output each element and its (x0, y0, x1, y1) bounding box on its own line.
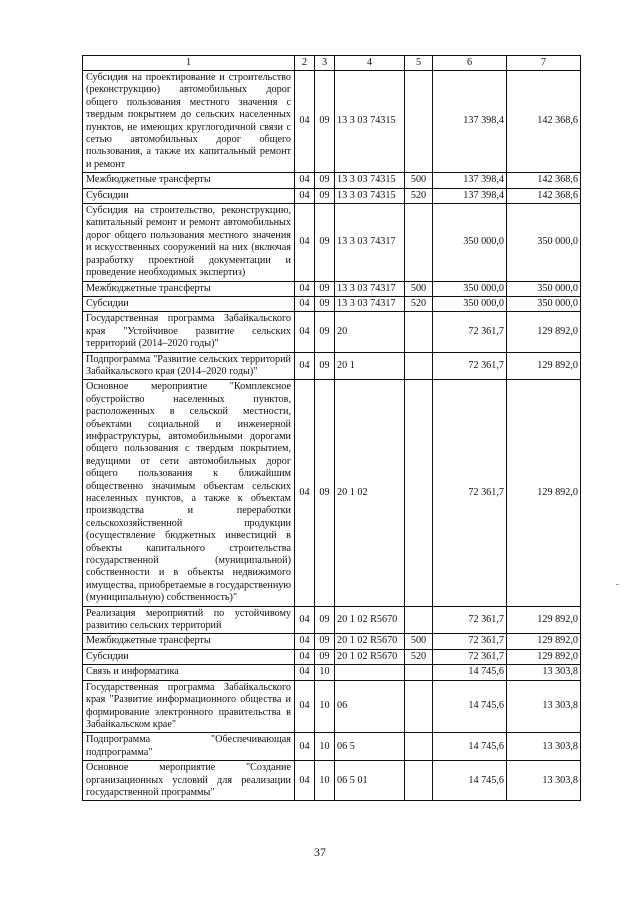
row-subsection-cell: 10 (315, 680, 335, 733)
table-row (83, 312, 581, 352)
row-name-cell: Субсидии (83, 296, 295, 311)
row-sum-year2-cell: 129 892,0 (507, 634, 581, 649)
table-row (83, 380, 581, 606)
row-subsection-cell: 10 (315, 665, 335, 680)
header-cell-name: 1 (83, 56, 295, 71)
row-expense-type-cell (405, 380, 433, 606)
row-name-cell: Субсидия на проектирование и строительство (реконструкцию) автомобильных дорог общего пользования местного значения с твердым покрытием до сельских населенных пунктов, не имеющих круглогодичной связи с сетью автомобильных дорог общего пользования, а также их капитальный ремонт и ремонт (83, 71, 295, 173)
row-sum-year2-cell: 142 368,6 (507, 71, 581, 173)
row-sum-year2-cell: 13 303,8 (507, 733, 581, 761)
row-sum-year1-cell: 14 745,6 (433, 665, 507, 680)
row-subsection-cell: 09 (315, 188, 335, 203)
row-sum-year2-cell: 142 368,6 (507, 188, 581, 203)
row-sum-year2-cell: 142 368,6 (507, 173, 581, 188)
row-section-cell: 04 (295, 312, 315, 352)
row-target-article-cell: 20 1 02 R5670 (335, 606, 405, 634)
row-name-cell: Подпрограмма "Обеспечивающая подпрограмма" (83, 733, 295, 761)
row-sum-year1-cell: 14 745,6 (433, 680, 507, 733)
row-name-cell: Основное мероприятие "Комплексное обустройство населенных пунктов, расположенных в сельской местности, объектами социальной и инженерной инфраструктуры, автомобильными дорогами общего пользования с твердым покрытием, ведущими от сети автомобильных дорог общего пользования к ближайшим общественно значимым объектам сельских населенных пунктов, а также к объектам производства и переработки сельскохозяйственной продукции (осуществление бюджетных инвестиций в объекты капитального строительства государственной (муниципальной) собственности и в объекты недвижимого имущества, приобретаемые в государственную (муниципальную) собственность)" (83, 380, 295, 606)
row-target-article-cell: 20 (335, 312, 405, 352)
row-section-cell: 04 (295, 665, 315, 680)
row-section-cell: 04 (295, 352, 315, 380)
row-name-cell: Субсидии (83, 188, 295, 203)
row-subsection-cell: 09 (315, 71, 335, 173)
row-subsection-cell: 09 (315, 173, 335, 188)
row-sum-year2-cell: 129 892,0 (507, 352, 581, 380)
row-section-cell: 04 (295, 733, 315, 761)
row-expense-type-cell (405, 680, 433, 733)
table-row (83, 352, 581, 380)
row-section-cell: 04 (295, 188, 315, 203)
row-target-article-cell: 20 1 (335, 352, 405, 380)
header-cell-sum-year1: 6 (433, 56, 507, 71)
row-sum-year1-cell: 72 361,7 (433, 634, 507, 649)
row-expense-type-cell (405, 733, 433, 761)
row-name-cell: Межбюджетные трансферты (83, 634, 295, 649)
row-section-cell: 04 (295, 606, 315, 634)
row-name-cell: Межбюджетные трансферты (83, 281, 295, 296)
row-target-article-cell: 13 3 03 74315 (335, 173, 405, 188)
row-target-article-cell: 06 (335, 680, 405, 733)
row-expense-type-cell: 520 (405, 188, 433, 203)
row-expense-type-cell (405, 352, 433, 380)
row-sum-year1-cell: 14 745,6 (433, 733, 507, 761)
row-sum-year2-cell: 13 303,8 (507, 680, 581, 733)
row-sum-year1-cell: 137 398,4 (433, 71, 507, 173)
row-target-article-cell: 06 5 (335, 733, 405, 761)
row-expense-type-cell (405, 761, 433, 801)
row-target-article-cell: 20 1 02 R5670 (335, 634, 405, 649)
row-section-cell: 04 (295, 680, 315, 733)
header-cell-subsection: 3 (315, 56, 335, 71)
row-name-cell: Реализация мероприятий по устойчивому развитию сельских территорий (83, 606, 295, 634)
table-row (83, 173, 581, 188)
table-row (83, 204, 581, 281)
row-sum-year1-cell: 350 000,0 (433, 296, 507, 311)
table-row (83, 680, 581, 733)
header-cell-section: 2 (295, 56, 315, 71)
table-row (83, 733, 581, 761)
row-sum-year1-cell: 72 361,7 (433, 380, 507, 606)
table-row (83, 634, 581, 649)
table-row (83, 188, 581, 203)
row-expense-type-cell: 520 (405, 649, 433, 664)
row-expense-type-cell (405, 312, 433, 352)
row-section-cell: 04 (295, 761, 315, 801)
row-target-article-cell: 13 3 03 74315 (335, 71, 405, 173)
page-number: 37 (314, 845, 326, 859)
row-section-cell: 04 (295, 71, 315, 173)
row-subsection-cell: 09 (315, 649, 335, 664)
row-target-article-cell: 06 5 01 (335, 761, 405, 801)
row-section-cell: 04 (295, 380, 315, 606)
row-subsection-cell: 10 (315, 761, 335, 801)
header-cell-target-article: 4 (335, 56, 405, 71)
row-target-article-cell: 20 1 02 R5670 (335, 649, 405, 664)
table-row (83, 761, 581, 801)
table-row (83, 296, 581, 311)
row-subsection-cell: 09 (315, 296, 335, 311)
scan-mark (616, 584, 619, 585)
header-cell-expense-type: 5 (405, 56, 433, 71)
row-target-article-cell: 13 3 03 74315 (335, 188, 405, 203)
table-row (83, 281, 581, 296)
row-expense-type-cell (405, 204, 433, 281)
row-target-article-cell: 13 3 03 74317 (335, 296, 405, 311)
row-expense-type-cell: 500 (405, 281, 433, 296)
row-sum-year2-cell: 350 000,0 (507, 281, 581, 296)
row-name-cell: Связь и информатика (83, 665, 295, 680)
row-expense-type-cell (405, 606, 433, 634)
row-sum-year1-cell: 72 361,7 (433, 649, 507, 664)
row-name-cell: Государственная программа Забайкальского края "Развитие информационного общества и формирование электронного правительства в Забайкальском крае" (83, 680, 295, 733)
row-subsection-cell: 09 (315, 281, 335, 296)
table-header-row (83, 56, 581, 71)
row-sum-year2-cell: 129 892,0 (507, 312, 581, 352)
row-subsection-cell: 09 (315, 204, 335, 281)
table-row (83, 649, 581, 664)
row-sum-year1-cell: 72 361,7 (433, 312, 507, 352)
table-row (83, 665, 581, 680)
row-target-article-cell: 20 1 02 (335, 380, 405, 606)
row-sum-year2-cell: 129 892,0 (507, 649, 581, 664)
row-name-cell: Субсидия на строительство, реконструкцию, капитальный ремонт и ремонт автомобильных дорог общего пользования местного значения и искусственных сооружений на них (включая разработку проектной документации и проведение необходимых экспертиз) (83, 204, 295, 281)
row-name-cell: Государственная программа Забайкальского края "Устойчивое развитие сельских территорий (2014–2020 годы)" (83, 312, 295, 352)
row-subsection-cell: 10 (315, 733, 335, 761)
row-name-cell: Межбюджетные трансферты (83, 173, 295, 188)
row-sum-year1-cell: 137 398,4 (433, 173, 507, 188)
row-sum-year1-cell: 72 361,7 (433, 606, 507, 634)
row-target-article-cell: 13 3 03 74317 (335, 281, 405, 296)
row-section-cell: 04 (295, 649, 315, 664)
budget-table (82, 55, 581, 801)
budget-table-sheet (82, 55, 580, 801)
row-target-article-cell (335, 665, 405, 680)
row-sum-year2-cell: 13 303,8 (507, 665, 581, 680)
row-target-article-cell: 13 3 03 74317 (335, 204, 405, 281)
row-section-cell: 04 (295, 634, 315, 649)
table-row (83, 606, 581, 634)
row-sum-year2-cell: 129 892,0 (507, 606, 581, 634)
row-expense-type-cell: 520 (405, 296, 433, 311)
row-subsection-cell: 09 (315, 380, 335, 606)
row-expense-type-cell: 500 (405, 634, 433, 649)
row-section-cell: 04 (295, 173, 315, 188)
table-row (83, 71, 581, 173)
row-sum-year1-cell: 14 745,6 (433, 761, 507, 801)
row-sum-year1-cell: 137 398,4 (433, 188, 507, 203)
row-sum-year2-cell: 350 000,0 (507, 296, 581, 311)
row-name-cell: Субсидии (83, 649, 295, 664)
row-expense-type-cell (405, 665, 433, 680)
row-expense-type-cell: 500 (405, 173, 433, 188)
row-name-cell: Основное мероприятие "Создание организационных условий для реализации государственной программы" (83, 761, 295, 801)
row-name-cell: Подпрограмма "Развитие сельских территорий Забайкальского края (2014–2020 годы)" (83, 352, 295, 380)
row-subsection-cell: 09 (315, 312, 335, 352)
row-sum-year2-cell: 129 892,0 (507, 380, 581, 606)
row-sum-year1-cell: 72 361,7 (433, 352, 507, 380)
row-section-cell: 04 (295, 296, 315, 311)
row-sum-year1-cell: 350 000,0 (433, 204, 507, 281)
row-subsection-cell: 09 (315, 634, 335, 649)
row-sum-year1-cell: 350 000,0 (433, 281, 507, 296)
header-cell-sum-year2: 7 (507, 56, 581, 71)
row-subsection-cell: 09 (315, 606, 335, 634)
row-sum-year2-cell: 350 000,0 (507, 204, 581, 281)
row-subsection-cell: 09 (315, 352, 335, 380)
table-body (83, 71, 581, 801)
row-section-cell: 04 (295, 281, 315, 296)
row-expense-type-cell (405, 71, 433, 173)
row-section-cell: 04 (295, 204, 315, 281)
row-sum-year2-cell: 13 303,8 (507, 761, 581, 801)
